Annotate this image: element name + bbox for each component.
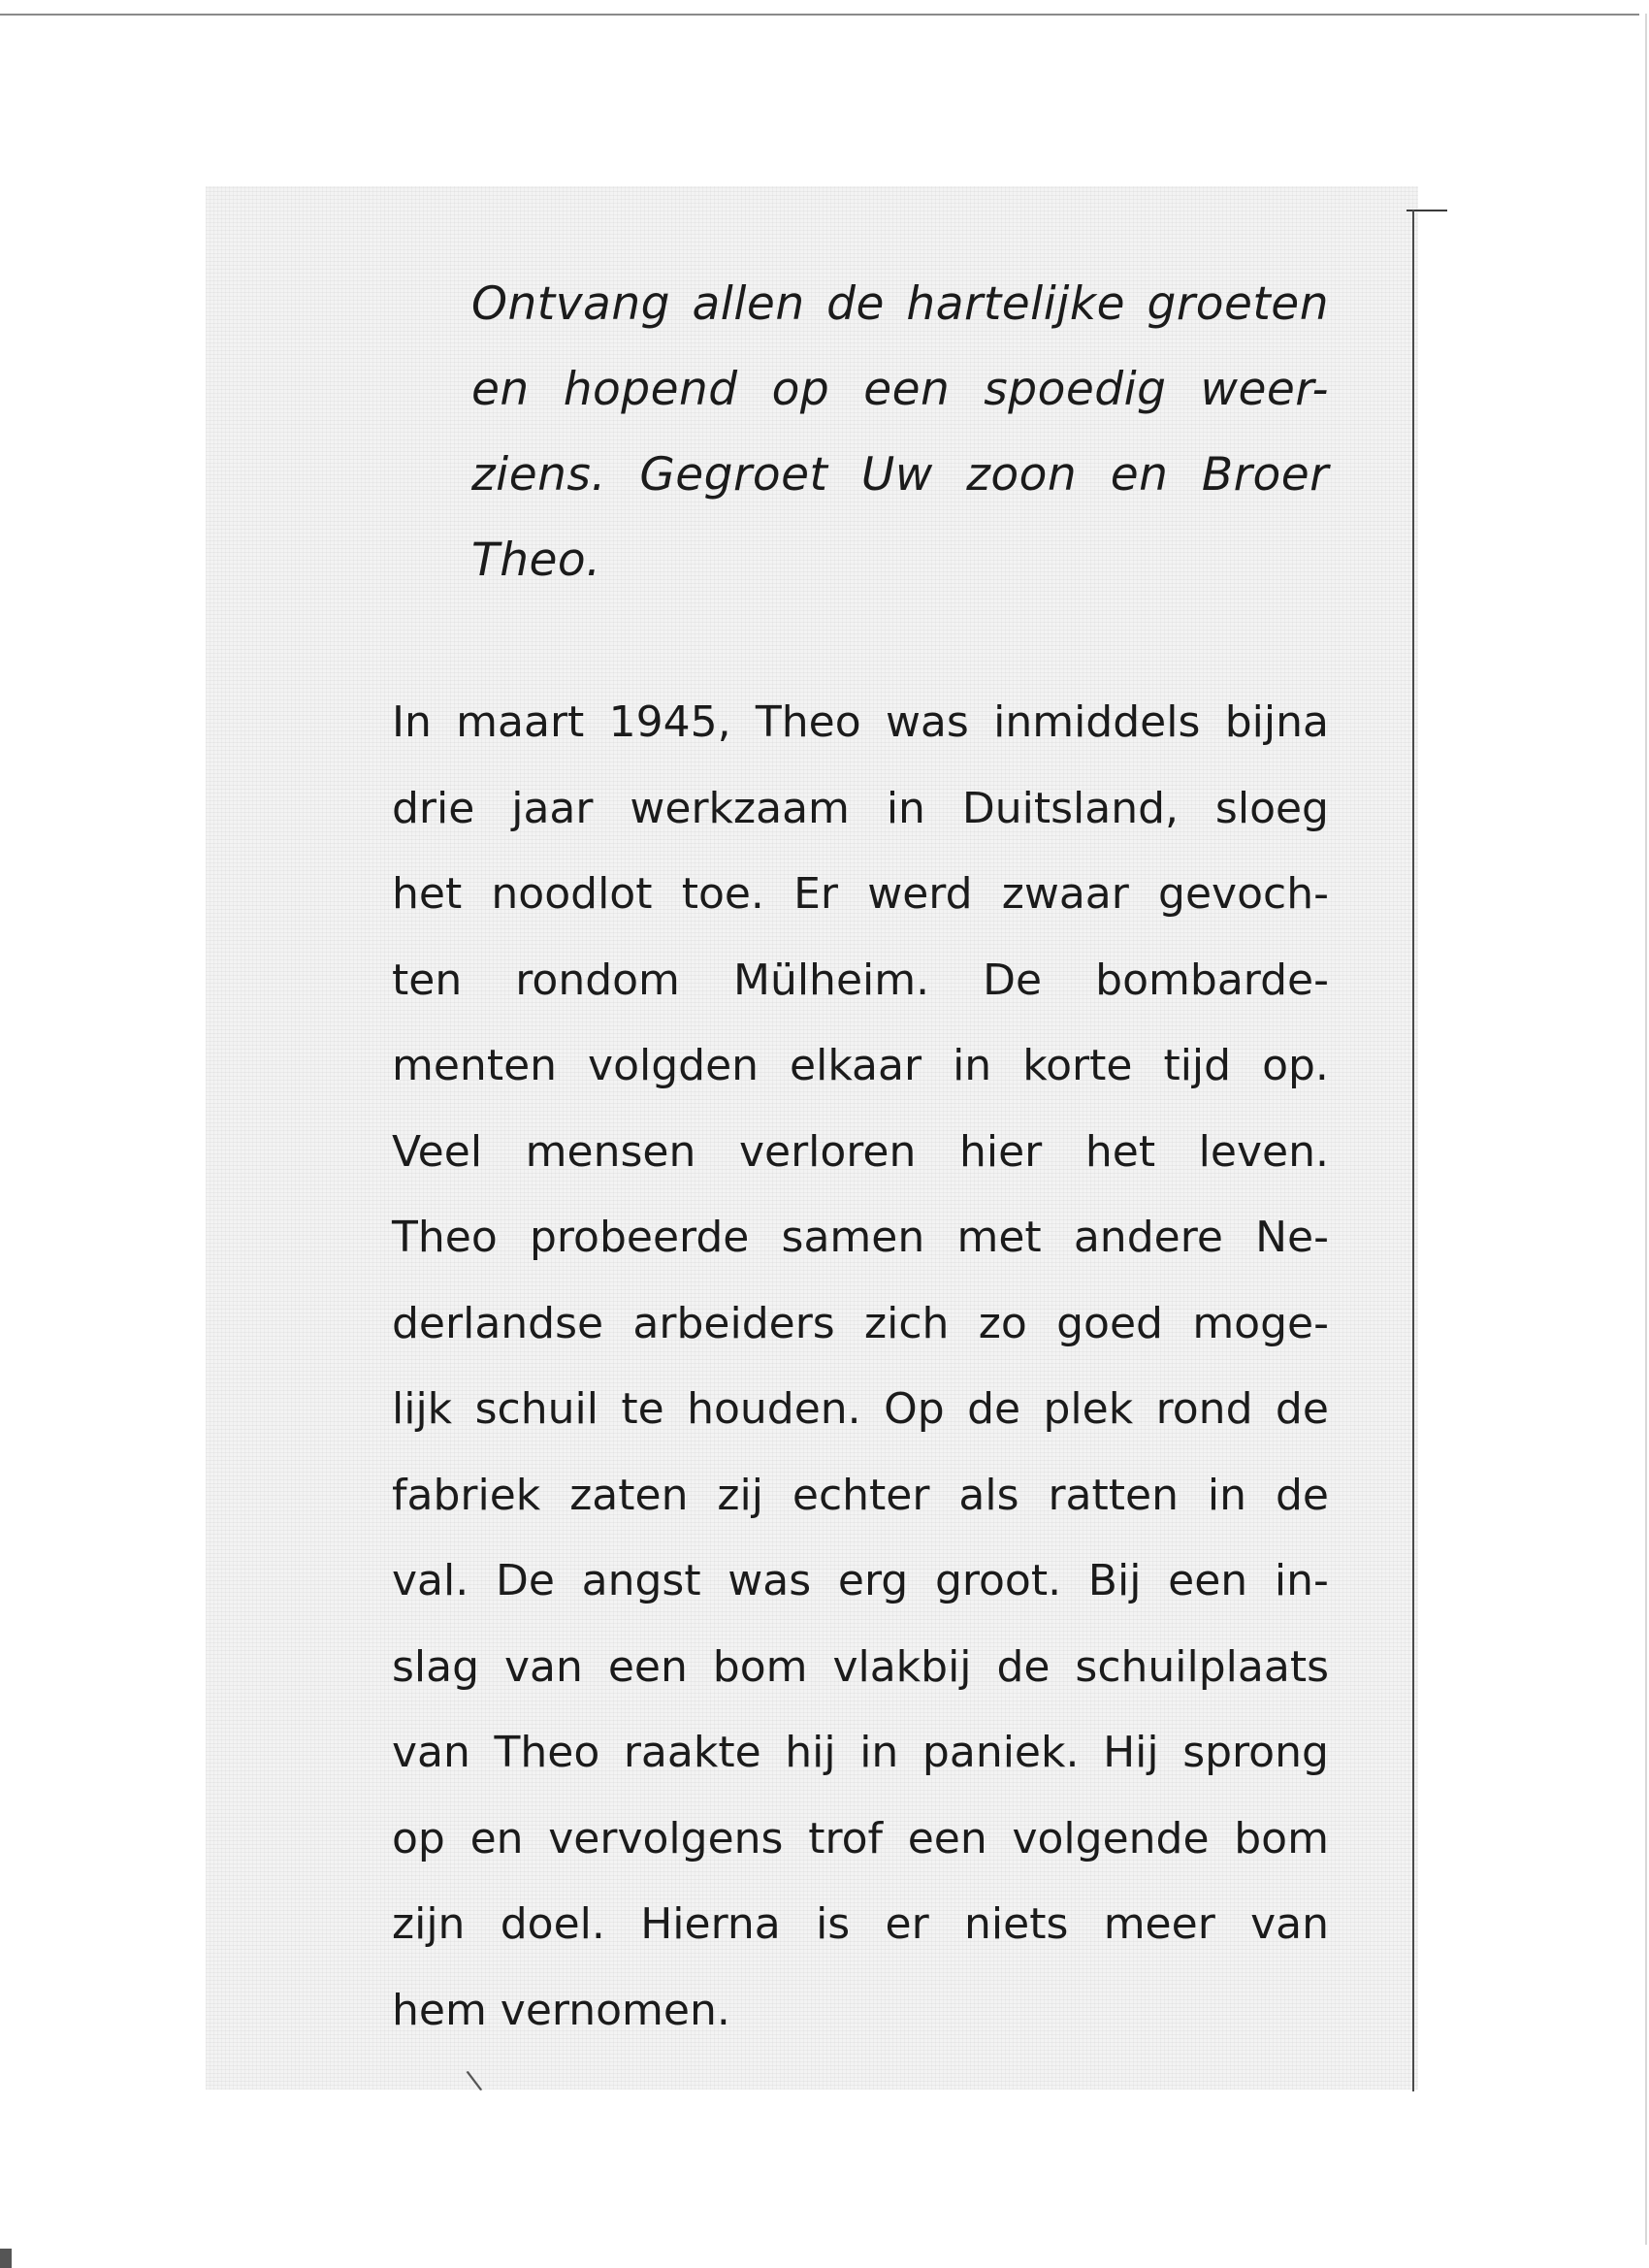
word: Hierna [640,1899,781,1949]
word: Bij [1087,1556,1142,1605]
word: groeten [1147,277,1329,331]
page-top-rule [0,14,1639,16]
word: trof [808,1813,883,1863]
word: jaar [511,783,594,833]
word: korte [1022,1041,1133,1090]
word: als [958,1470,1019,1520]
word: in [953,1041,992,1090]
word: hier [958,1126,1043,1177]
word: in- [1274,1556,1329,1605]
word: volgden [588,1041,760,1090]
word: en [471,363,530,416]
word: samen [781,1213,925,1262]
word: te [621,1384,664,1434]
word: moge- [1192,1298,1329,1348]
word: Ontvang [471,277,670,331]
word: paniek. [922,1728,1080,1777]
word: zwaar [1001,869,1129,919]
word: de [1275,1470,1329,1520]
word: inmiddels [993,697,1201,747]
word: rond [1155,1384,1253,1434]
word: val. [392,1556,469,1605]
word: Uw [860,448,933,502]
paragraph-line [392,1453,1329,1539]
word: het [392,869,463,919]
panel-right-border [1412,210,1414,2091]
paragraph-line [392,1882,1329,1968]
word: op. [1262,1041,1329,1090]
word: van [1250,1899,1329,1949]
word: meer [1103,1899,1215,1949]
word: 1945, [608,697,731,747]
letter-line: Theo. [471,534,601,587]
word: was [728,1556,812,1605]
word: bijna [1224,697,1329,747]
word: van [392,1728,470,1777]
word: slag [392,1641,480,1692]
word: In [392,697,432,747]
word: Mülheim. [732,955,930,1005]
paragraph-line [392,1367,1329,1453]
word: sprong [1182,1728,1329,1777]
word: op [771,363,830,416]
paragraph-line: hem vernomen. [392,1985,730,2035]
word: de [826,277,885,331]
word: in [859,1728,899,1777]
word: bom [712,1641,808,1692]
word: De [495,1556,555,1605]
paragraph-line [392,938,1329,1024]
word: Ne- [1255,1213,1329,1262]
word: in [1207,1470,1247,1520]
word: bom [1234,1813,1329,1863]
paragraph-line [392,1710,1329,1797]
word: maart [456,697,585,747]
word: gevoch- [1158,869,1329,919]
word: ziens. [471,448,606,502]
word: houden. [687,1384,861,1434]
word: elkaar [790,1041,922,1090]
paragraph-line [392,1797,1329,1883]
word: doel. [500,1899,605,1949]
word: was [885,697,969,747]
word: mensen [525,1126,696,1177]
letter-line [471,262,1329,347]
word: zij [717,1470,763,1520]
word: raakte [623,1728,761,1777]
paragraph-line [392,680,1329,766]
word: van [503,1641,583,1692]
word: zaten [569,1470,689,1520]
word: schuil [474,1384,598,1434]
word: Broer [1201,448,1329,502]
word: bombarde- [1095,955,1329,1005]
word: schuilplaats [1075,1641,1329,1692]
word: goed [1056,1298,1163,1348]
paragraph-line [392,852,1329,938]
word: zo [978,1298,1027,1348]
word: vervolgens [548,1813,784,1863]
word: zich [864,1298,950,1348]
word: een [863,363,951,416]
word: werkzaam [630,783,850,833]
narrative-paragraph [392,680,1329,2054]
word: hij [785,1728,836,1777]
word: lijk [392,1384,453,1434]
word: zijn [392,1899,466,1949]
stray-pen-mark: \ [464,2063,484,2097]
word: hartelijke [906,277,1125,331]
paragraph-line [392,1110,1329,1196]
word: spoedig [984,363,1167,416]
word: niets [964,1899,1069,1949]
word: allen [692,277,805,331]
word: een [607,1641,688,1692]
word: Theo [755,697,861,747]
word: en [1110,448,1169,502]
word: menten [392,1041,558,1090]
word: plek [1043,1384,1134,1434]
word: groot. [934,1556,1062,1605]
word: toe. [681,869,764,919]
word: De [983,955,1043,1005]
word: tijd [1163,1041,1232,1090]
word: noodlot [491,869,653,919]
letter-quote [471,262,1329,603]
paragraph-line [392,1195,1329,1281]
word: sloeg [1214,783,1329,833]
word: werd [867,869,973,919]
paragraph-line [392,1281,1329,1368]
letter-line [471,433,1329,518]
word: ten [392,955,463,1005]
word: Er [793,869,839,919]
page-right-edge [1645,14,1647,2245]
word: een [907,1813,987,1863]
scan-corner-mark [0,2249,12,2268]
paragraph-line [392,1625,1329,1711]
word: Theo [392,1213,498,1262]
word: ratten [1048,1470,1179,1520]
word: er [885,1899,929,1949]
word: rondom [515,955,680,1005]
word: volgende [1012,1813,1210,1863]
word: Duitsland, [961,783,1180,833]
word: weer- [1200,363,1329,416]
word: leven. [1198,1126,1329,1177]
paragraph-line [392,766,1329,853]
paragraph-line [392,1539,1329,1625]
word: Gegroet [639,448,828,502]
word: fabriek [392,1470,541,1520]
word: in [886,783,925,833]
letter-line [471,347,1329,433]
word: Op [884,1384,945,1434]
word: angst [581,1556,701,1605]
word: de [1275,1384,1329,1434]
word: en [469,1813,524,1863]
word: drie [392,783,475,833]
paragraph-line [392,1023,1329,1110]
word: is [816,1899,851,1949]
word: probeerde [529,1213,750,1262]
word: hopend [563,363,738,416]
word: zoon [966,448,1078,502]
word: Hij [1103,1728,1159,1777]
word: met [956,1213,1042,1262]
word: een [1168,1556,1248,1605]
word: de [996,1641,1051,1692]
word: vlakbij [832,1641,972,1692]
word: echter [792,1470,930,1520]
word: arbeiders [632,1298,835,1348]
word: derlandse [392,1298,604,1348]
word: Veel [392,1126,483,1177]
word: op [392,1813,445,1863]
word: verloren [738,1126,917,1177]
word: andere [1073,1213,1223,1262]
word: de [967,1384,1021,1434]
word: Theo [494,1728,600,1777]
word: erg [837,1556,909,1605]
word: het [1084,1126,1156,1177]
